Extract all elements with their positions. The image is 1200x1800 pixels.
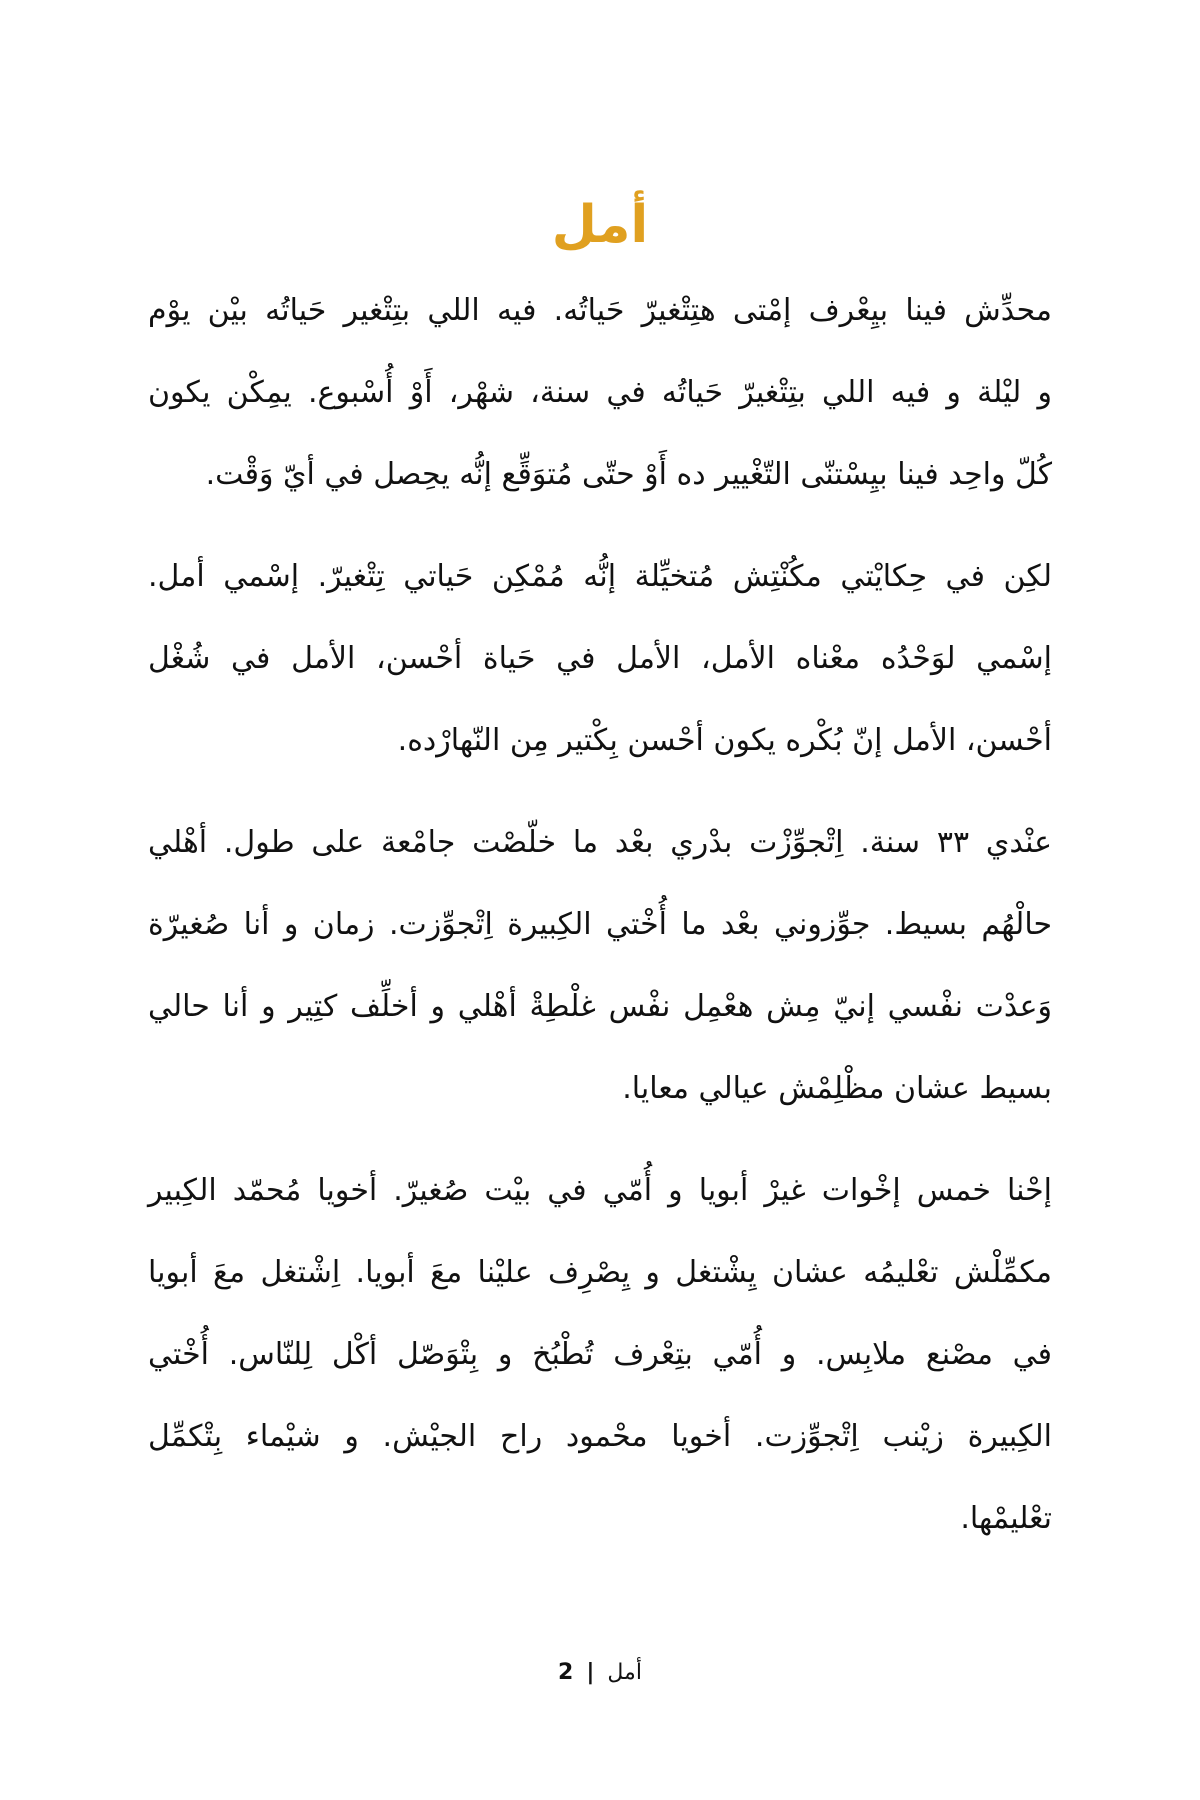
paragraph-3 <box>148 802 1052 1130</box>
story-body <box>148 270 1052 1580</box>
page-title: أمل <box>551 194 649 255</box>
text-line: كل واحد فينا بيستنى التغيير ده أو حتى متوقع إنه يحصل في أي وقت. <box>205 457 1052 492</box>
footer-title: أمل <box>607 1660 642 1685</box>
paragraph-1 <box>148 270 1052 516</box>
text-line: إسمي لوحده معناه الأمل، الأمل في حياة أحسن، الأمل في شغل <box>148 641 1053 676</box>
page-number: 2 <box>558 1660 574 1685</box>
text-line: مكملش تعليمه عشان يشتغل و يصرف علينا مع أبويا. اشتغل مع أبويا <box>148 1255 1052 1290</box>
footer-separator: | <box>586 1660 595 1685</box>
text-line: لكن في حكايتي مكنتش متخيلة إنه ممكن حياتي تتغير. إسمي أمل. <box>148 559 1053 594</box>
text-line: محدش فينا بيعرف إمتى هتتغير حياته. فيه اللي بتتغير حياته بين يوم <box>148 293 1052 328</box>
page-footer <box>0 1648 1200 1698</box>
text-line: وعدت نفسي إني مش هعمل نفس غلطة أهلي و أخلف كتير و أنا حالي <box>148 989 1053 1024</box>
paragraph-2 <box>148 536 1052 782</box>
text-line: حالهم بسيط. جوزوني بعد ما أختي الكبيرة اتجوزت. زمان و أنا صغيرة <box>148 907 1052 942</box>
text-line: بسيط عشان مظلمش عيالي معايا. <box>622 1071 1052 1106</box>
text-line: إحنا خمس إخوات غير أبويا و أمي في بيت صغير. أخويا محمد الكبير <box>148 1173 1053 1208</box>
text-line: في مصنع ملابس. و أمي بتعرف تطبخ و بتوصل أكل للناس. أختي <box>148 1337 1053 1372</box>
text-line: تعليمها. <box>960 1501 1052 1536</box>
text-line: عندي ٣٣ سنة. اتجوزت بدري بعد ما خلصت جامعة على طول. أهلي <box>148 825 1053 860</box>
paragraph-4 <box>148 1150 1052 1560</box>
text-line: أحسن، الأمل إن بكره يكون أحسن بكتير من النهارده. <box>397 723 1052 758</box>
text-line: و ليلة و فيه اللي بتتغير حياته في سنة، شهر، أو أسبوع. يمكن يكون <box>148 375 1052 410</box>
text-line: الكبيرة زينب اتجوزت. أخويا محمود راح الجيش. و شيماء بتكمل <box>148 1419 1052 1454</box>
